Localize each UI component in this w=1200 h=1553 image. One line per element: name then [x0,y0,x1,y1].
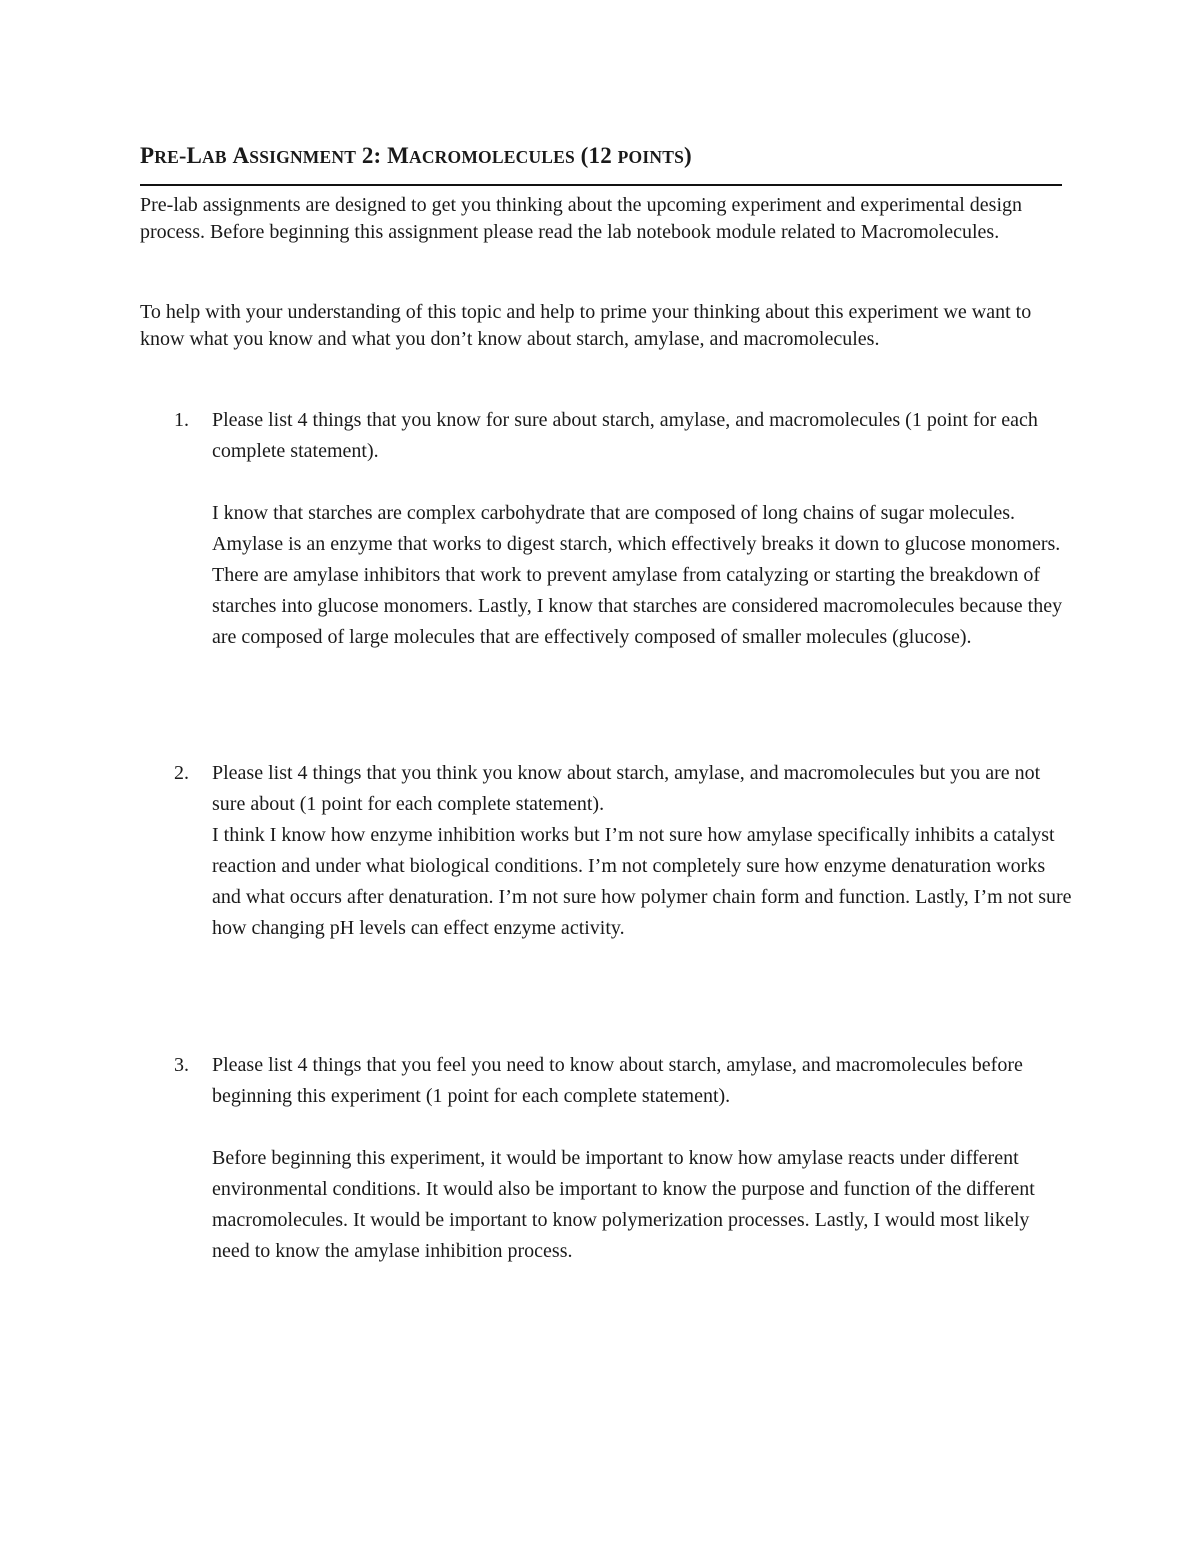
title-pre-rest: RE [154,147,179,167]
title-assignment-rest: SSIGNMENT [249,147,357,167]
page-title [140,141,1060,172]
title-number: 2: [361,143,382,168]
question-2-prompt: Please list 4 things that you think you know about starch, amylase, and macromolecules but you are not sure about (1 point for each complete statement). [212,762,1041,815]
question-1-prompt: Please list 4 things that you know for sure about starch, amylase, and macromolecules (1 point for each complete statement). [212,409,1038,462]
title-lab-rest: AB [202,147,227,167]
question-1-number: 1. [174,409,189,431]
intro-paragraph-2: To help with your understanding of this topic and help to prime your thinking about this experiment we want to know what you know and what you don’t know about starch, amylase, and macromolecules. [140,301,1032,350]
question-1-answer: I know that starches are complex carbohydrate that are composed of long chains of sugar molecules. Amylase is an enzyme that works to digest starch, which effectively breaks it down to glucose monomers. There are amylase inhibitors that work to prevent amylase from catalyzing or starting the breakdown of starches into glucose monomers. Lastly, I know that starches are considered macromolecules because they are composed of large molecules that are effectively composed of smaller molecules (glucose). [212,502,1063,648]
question-3-prompt: Please list 4 things that you feel you need to know about starch, amylase, and macromolecules before beginning this experiment (1 point for each complete statement). [212,1054,1023,1107]
title-macro-rest: ACROMOLECULES [409,147,575,167]
title-points-close: ) [684,143,692,168]
title-pre-initial: P [140,143,155,168]
question-3-answer: Before beginning this experiment, it would be important to know how amylase reacts under different environmental conditions. It would also be important to know the purpose and function of the different macromolecules. It would be important to know polymerization processes. Lastly, I would most likely need to know the amylase inhibition process. [212,1147,1035,1262]
question-2-number: 2. [174,762,189,784]
title-assignment-initial: A [232,143,250,168]
title-divider [140,184,1062,186]
title-points-word: POINTS [617,147,684,167]
title-dash: - [178,143,187,168]
question-2-answer: I think I know how enzyme inhibition works but I’m not sure how amylase specifically inhibits a catalyst reaction and under what biological conditions. I’m not completely sure how enzyme denaturation works and what occurs after denaturation. I’m not sure how polymer chain form and function. Lastly, I’m not sure how changing pH levels can effect enzyme activity. [212,824,1072,939]
question-3-number: 3. [174,1054,189,1076]
intro-paragraph-1: Pre-lab assignments are designed to get you thinking about the upcoming experiment and experimental design process. Before beginning this assignment please read the lab notebook module related to Macromolecules. [140,194,1023,243]
title-macro-initial: M [387,143,409,168]
title-lab-initial: L [186,143,203,168]
title-points-open: (12 [580,143,612,168]
